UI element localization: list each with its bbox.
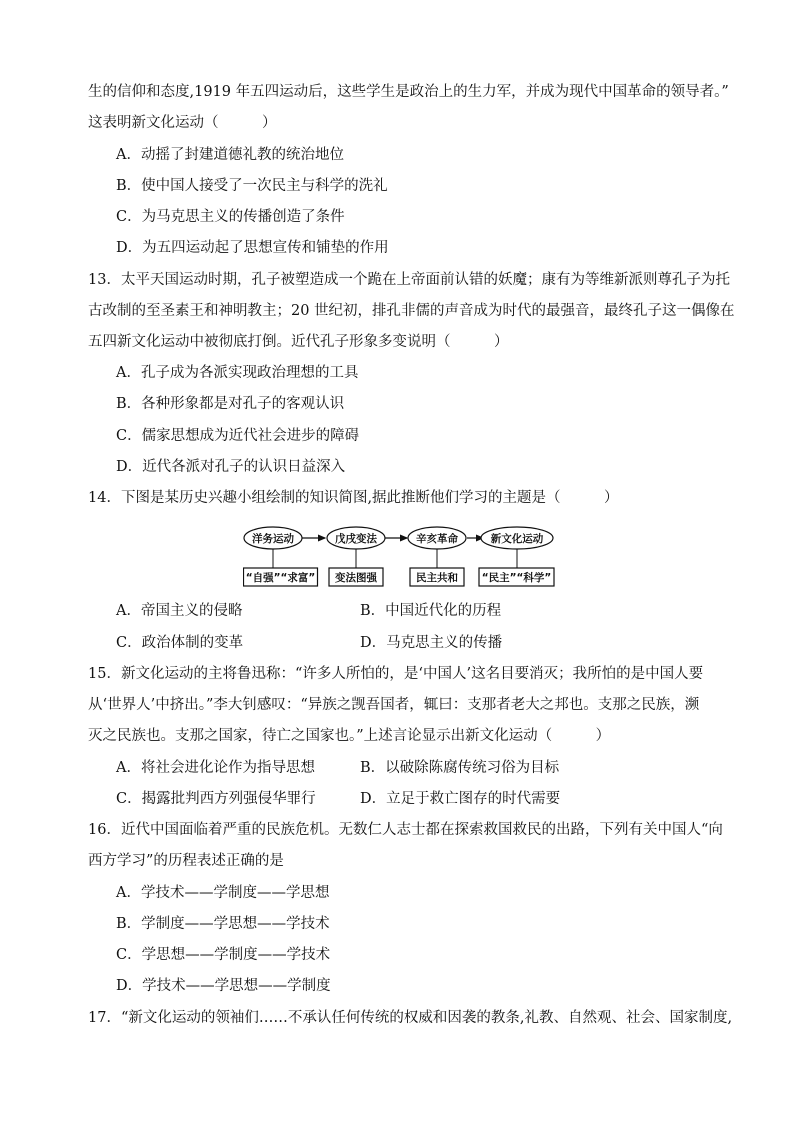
diagram-box-2-label: 变法图强 (335, 572, 377, 584)
q13-option-c: C．儒家思想成为近代社会进步的障碍 (116, 428, 360, 444)
q15-stem-line-2: 从‘世界人’中挤出。”李大钊感叹：“异族之觊吾国者，辄曰：支那者老大之邦也。支那之民族，濒 (88, 697, 700, 713)
q12-stem-line-1: 生的信仰和态度,1919 年五四运动后，这些学生是政治上的生力军，并成为现代中国革命的领导者。” (88, 84, 729, 100)
diagram-node-2-label: 戊戌变法 (335, 533, 377, 545)
q12-option-a: A．动摇了封建道德礼教的统治地位 (116, 147, 344, 163)
q15-stem-line-1: 15．新文化运动的主将鲁迅称：“许多人所怕的，是‘中国人’这名目要消灭；我所怕的是中国人要 (88, 666, 704, 682)
q16-stem-line-2: 西方学习”的历程表述正确的是 (88, 853, 284, 869)
diagram-box-3-label: 民主共和 (416, 572, 458, 584)
diagram-node-3-label: 辛亥革命 (416, 533, 458, 545)
q17-stem-line-1: 17．“新文化运动的领袖们……不承认任何传统的权威和因袭的教条,礼教、自然观、社会、国家制度, (88, 1010, 733, 1026)
diagram-box-4-label: “民主”“科学” (481, 572, 552, 584)
q16-option-d: D．学技术——学思想——学制度 (116, 978, 331, 994)
q12-option-b: B．使中国人接受了一次民主与科学的洗礼 (116, 178, 388, 194)
q15-stem-line-3: 灭之民族也。支那之国家，待亡之国家也。”上述言论显示出新文化运动（ ） (88, 728, 611, 744)
diagram-node-4-label: 新文化运动 (490, 533, 544, 545)
q14-stem: 14．下图是某历史兴趣小组绘制的知识简图,据此推断他们学习的主题是（ ） (88, 490, 619, 506)
q13-option-b: B．各种形象都是对孔子的客观认识 (116, 396, 345, 412)
q15-option-d: D．立足于救亡图存的时代需要 (360, 791, 561, 807)
diagram-box-1-label: “自强”“求富” (245, 572, 316, 584)
q16-stem-line-1: 16．近代中国面临着严重的民族危机。无数仁人志士都在探索救国救民的出路，下列有关中国人“向 (88, 822, 723, 838)
q15-option-b: B．以破除陈腐传统习俗为目标 (360, 760, 560, 776)
q15-option-a: A．将社会进化论作为指导思想 (116, 760, 315, 776)
q16-option-a: A．学技术——学制度——学思想 (116, 885, 330, 901)
q15-option-c: C．揭露批判西方列强侵华罪行 (116, 791, 316, 807)
q14-option-b: B．中国近代化的历程 (360, 603, 502, 619)
q14-option-a: A．帝国主义的侵略 (116, 603, 243, 619)
diagram-node-1-label: 洋务运动 (252, 533, 294, 545)
q12-option-d: D．为五四运动起了思想宣传和铺垫的作用 (116, 240, 389, 256)
q13-stem-line-3: 五四新文化运动中被彻底打倒。近代孔子形象多变说明（ ） (88, 334, 509, 350)
q14-option-d: D．马克思主义的传播 (360, 635, 503, 651)
q13-stem-line-2: 古改制的至圣素王和神明教主；20 世纪初，排孔非儒的声音成为时代的最强音，最终孔子这一偶像在 (88, 303, 735, 319)
q13-option-a: A．孔子成为各派实现政治理想的工具 (116, 365, 359, 381)
q16-option-b: B．学制度——学思想——学技术 (116, 916, 330, 932)
q12-stem-line-2: 这表明新文化运动（ ） (88, 115, 277, 131)
q14-option-c: C．政治体制的变革 (116, 635, 244, 651)
q13-option-d: D．近代各派对孔子的认识日益深入 (116, 459, 346, 475)
q12-option-c: C．为马克思主义的传播创造了条件 (116, 209, 345, 225)
q13-stem-line-1: 13．太平天国运动时期，孔子被塑造成一个跪在上帝面前认错的妖魔；康有为等维新派则尊孔子为托 (88, 272, 730, 288)
q16-option-c: C．学思想——学制度——学技术 (116, 947, 331, 963)
knowledge-diagram (243, 522, 555, 588)
